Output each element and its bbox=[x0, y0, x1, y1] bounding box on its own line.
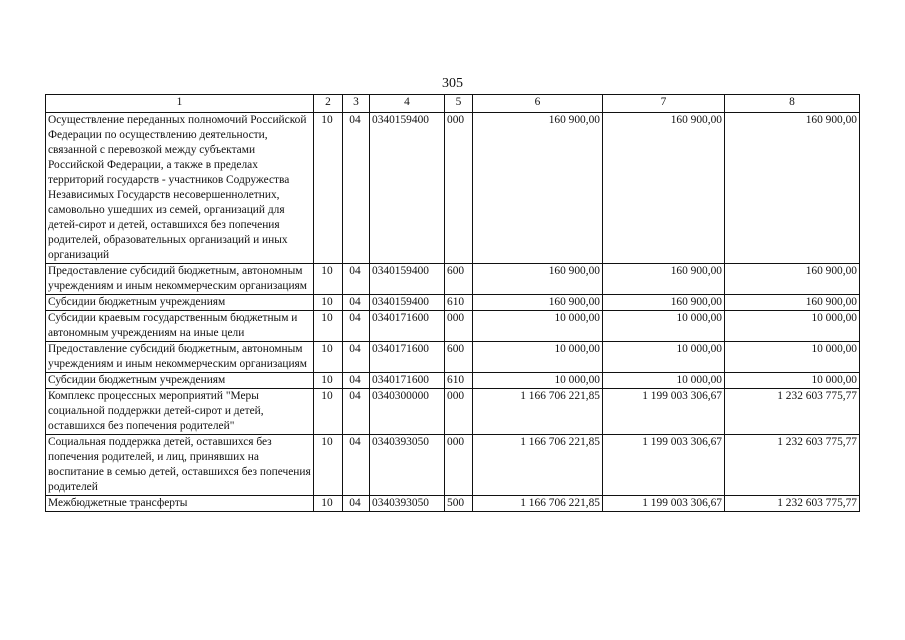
table-body bbox=[46, 113, 860, 512]
expense-type-cell: 600 bbox=[445, 264, 473, 295]
amount-year1-cell: 10 000,00 bbox=[473, 342, 603, 373]
table-row bbox=[46, 311, 860, 342]
target-article-cell: 0340171600 bbox=[370, 311, 445, 342]
target-article-cell: 0340393050 bbox=[370, 435, 445, 496]
amount-year3-cell: 1 232 603 775,77 bbox=[725, 389, 860, 435]
row-name-cell: Осуществление переданных полномочий Российской Федерации по осуществлению деятельности, связанной с перевозкой между субъектами Российской Федерации, а также в пределах территорий государств - участников Содружества Независимых Государств несовершеннолетних, самовольно ушедших из семей, организаций для детей-сирот и детей, оставшихся без попечения родителей, образовательных организаций и иных организаций bbox=[46, 113, 314, 264]
column-header: 6 bbox=[473, 95, 603, 113]
row-name-cell: Субсидии бюджетным учреждениям bbox=[46, 295, 314, 311]
table-row bbox=[46, 342, 860, 373]
target-article-cell: 0340393050 bbox=[370, 496, 445, 512]
column-header: 1 bbox=[46, 95, 314, 113]
target-article-cell: 0340159400 bbox=[370, 113, 445, 264]
amount-year3-cell: 10 000,00 bbox=[725, 311, 860, 342]
row-name-cell: Предоставление субсидий бюджетным, автономным учреждениям и иным некоммерческим организациям bbox=[46, 342, 314, 373]
subsection-code-cell: 04 bbox=[343, 435, 370, 496]
column-header: 7 bbox=[603, 95, 725, 113]
amount-year3-cell: 160 900,00 bbox=[725, 295, 860, 311]
amount-year3-cell: 160 900,00 bbox=[725, 264, 860, 295]
section-code-cell: 10 bbox=[314, 496, 343, 512]
amount-year1-cell: 160 900,00 bbox=[473, 295, 603, 311]
column-header: 3 bbox=[343, 95, 370, 113]
row-name-cell: Субсидии краевым государственным бюджетным и автономным учреждениям на иные цели bbox=[46, 311, 314, 342]
amount-year3-cell: 1 232 603 775,77 bbox=[725, 496, 860, 512]
expense-type-cell: 610 bbox=[445, 373, 473, 389]
amount-year2-cell: 160 900,00 bbox=[603, 264, 725, 295]
amount-year2-cell: 1 199 003 306,67 bbox=[603, 435, 725, 496]
amount-year3-cell: 10 000,00 bbox=[725, 342, 860, 373]
section-code-cell: 10 bbox=[314, 264, 343, 295]
section-code-cell: 10 bbox=[314, 342, 343, 373]
column-header: 8 bbox=[725, 95, 860, 113]
table-row bbox=[46, 389, 860, 435]
row-name-cell: Предоставление субсидий бюджетным, автономным учреждениям и иным некоммерческим организациям bbox=[46, 264, 314, 295]
amount-year2-cell: 160 900,00 bbox=[603, 295, 725, 311]
row-name-cell: Межбюджетные трансферты bbox=[46, 496, 314, 512]
amount-year2-cell: 10 000,00 bbox=[603, 342, 725, 373]
table-row bbox=[46, 295, 860, 311]
section-code-cell: 10 bbox=[314, 295, 343, 311]
expense-type-cell: 000 bbox=[445, 311, 473, 342]
amount-year2-cell: 1 199 003 306,67 bbox=[603, 496, 725, 512]
section-code-cell: 10 bbox=[314, 311, 343, 342]
subsection-code-cell: 04 bbox=[343, 373, 370, 389]
table-row bbox=[46, 435, 860, 496]
target-article-cell: 0340159400 bbox=[370, 295, 445, 311]
table-row bbox=[46, 373, 860, 389]
amount-year1-cell: 1 166 706 221,85 bbox=[473, 389, 603, 435]
amount-year1-cell: 10 000,00 bbox=[473, 373, 603, 389]
budget-table bbox=[45, 94, 860, 512]
target-article-cell: 0340159400 bbox=[370, 264, 445, 295]
amount-year1-cell: 160 900,00 bbox=[473, 264, 603, 295]
amount-year3-cell: 160 900,00 bbox=[725, 113, 860, 264]
section-code-cell: 10 bbox=[314, 113, 343, 264]
expense-type-cell: 000 bbox=[445, 113, 473, 264]
row-name-cell: Комплекс процессных мероприятий "Меры социальной поддержки детей-сирот и детей, оставшихся без попечения родителей" bbox=[46, 389, 314, 435]
target-article-cell: 0340171600 bbox=[370, 373, 445, 389]
amount-year1-cell: 1 166 706 221,85 bbox=[473, 435, 603, 496]
subsection-code-cell: 04 bbox=[343, 342, 370, 373]
amount-year2-cell: 10 000,00 bbox=[603, 311, 725, 342]
section-code-cell: 10 bbox=[314, 373, 343, 389]
target-article-cell: 0340171600 bbox=[370, 342, 445, 373]
row-name-cell: Субсидии бюджетным учреждениям bbox=[46, 373, 314, 389]
amount-year1-cell: 10 000,00 bbox=[473, 311, 603, 342]
expense-type-cell: 500 bbox=[445, 496, 473, 512]
expense-type-cell: 600 bbox=[445, 342, 473, 373]
amount-year1-cell: 160 900,00 bbox=[473, 113, 603, 264]
table-row bbox=[46, 264, 860, 295]
subsection-code-cell: 04 bbox=[343, 113, 370, 264]
table-row bbox=[46, 113, 860, 264]
column-header: 5 bbox=[445, 95, 473, 113]
subsection-code-cell: 04 bbox=[343, 496, 370, 512]
amount-year3-cell: 1 232 603 775,77 bbox=[725, 435, 860, 496]
amount-year1-cell: 1 166 706 221,85 bbox=[473, 496, 603, 512]
row-name-cell: Социальная поддержка детей, оставшихся без попечения родителей, и лиц, принявших на воспитание в семью детей, оставшихся без попечения родителей bbox=[46, 435, 314, 496]
expense-type-cell: 610 bbox=[445, 295, 473, 311]
subsection-code-cell: 04 bbox=[343, 295, 370, 311]
header-row bbox=[46, 95, 860, 113]
section-code-cell: 10 bbox=[314, 435, 343, 496]
expense-type-cell: 000 bbox=[445, 389, 473, 435]
amount-year2-cell: 160 900,00 bbox=[603, 113, 725, 264]
column-header: 2 bbox=[314, 95, 343, 113]
amount-year2-cell: 1 199 003 306,67 bbox=[603, 389, 725, 435]
expense-type-cell: 000 bbox=[445, 435, 473, 496]
column-header: 4 bbox=[370, 95, 445, 113]
subsection-code-cell: 04 bbox=[343, 389, 370, 435]
target-article-cell: 0340300000 bbox=[370, 389, 445, 435]
subsection-code-cell: 04 bbox=[343, 311, 370, 342]
subsection-code-cell: 04 bbox=[343, 264, 370, 295]
table-row bbox=[46, 496, 860, 512]
amount-year2-cell: 10 000,00 bbox=[603, 373, 725, 389]
page-number: 305 bbox=[442, 76, 463, 91]
section-code-cell: 10 bbox=[314, 389, 343, 435]
amount-year3-cell: 10 000,00 bbox=[725, 373, 860, 389]
